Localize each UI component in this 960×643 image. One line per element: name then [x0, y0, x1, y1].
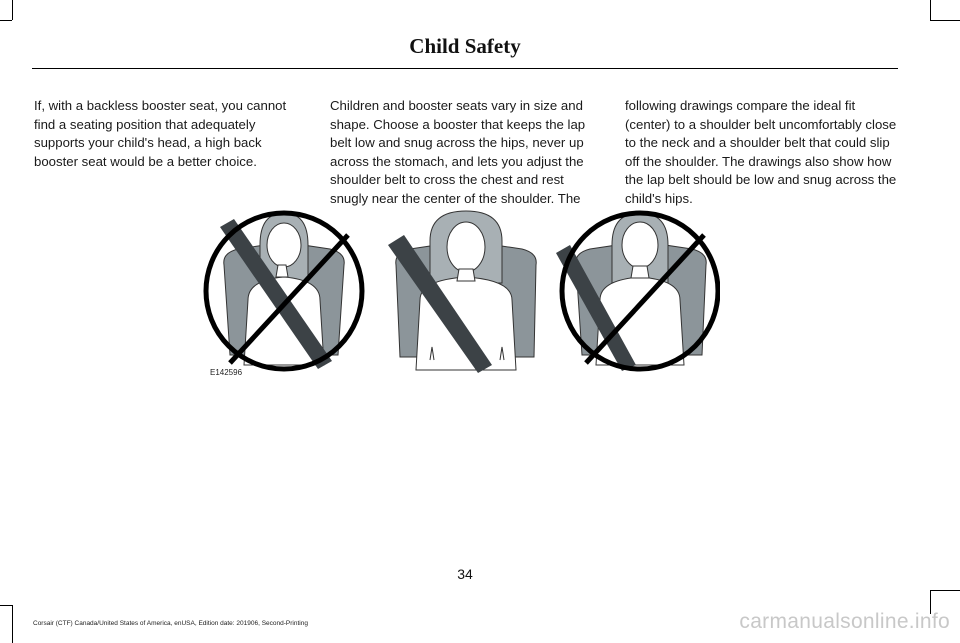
crop-mark-bottom-right-h: [931, 590, 960, 591]
page-number: 34: [457, 566, 473, 582]
panel-belt-off-shoulder: [556, 213, 718, 371]
panel-ideal-fit: [388, 211, 536, 373]
body-column-3: following drawings compare the ideal fit (center) to a shoulder belt uncomfortably close to the neck and a shoulder belt that could slip off the shoulder. The drawings also show how the lap belt should be low and snug across the child's hips.: [625, 98, 897, 206]
page-title: Child Safety: [409, 34, 521, 58]
seat-belt-fit-figure: [200, 205, 720, 380]
crop-mark-top-right-v: [930, 0, 931, 20]
body-column-1: If, with a backless booster seat, you cannot find a seating position that adequately supports your child's head, a high back booster seat would be a better choice.: [34, 98, 287, 169]
crop-mark-top-left-v: [12, 0, 13, 20]
crop-mark-top-right-h: [930, 20, 960, 21]
watermark: carmanualsonline.info: [739, 610, 950, 633]
crop-mark-top-left-h: [0, 20, 12, 21]
title-rule: [32, 68, 898, 69]
body-column-2: Children and booster seats vary in size and shape. Choose a booster that keeps the lap belt low and snug across the hips, never up across the stomach, and lets you adjust the shoulder belt to cross the chest and rest snugly near the center of the shoulder. The: [330, 98, 586, 206]
figure-code: E142596: [210, 368, 243, 377]
crop-mark-bottom-left-h: [0, 605, 12, 606]
edition-footer: Corsair (CTF) Canada/United States of America, enUSA, Edition date: 201906, Second-Printing: [33, 620, 308, 627]
panel-belt-near-neck: [206, 213, 362, 369]
crop-mark-bottom-left-v: [12, 605, 13, 643]
